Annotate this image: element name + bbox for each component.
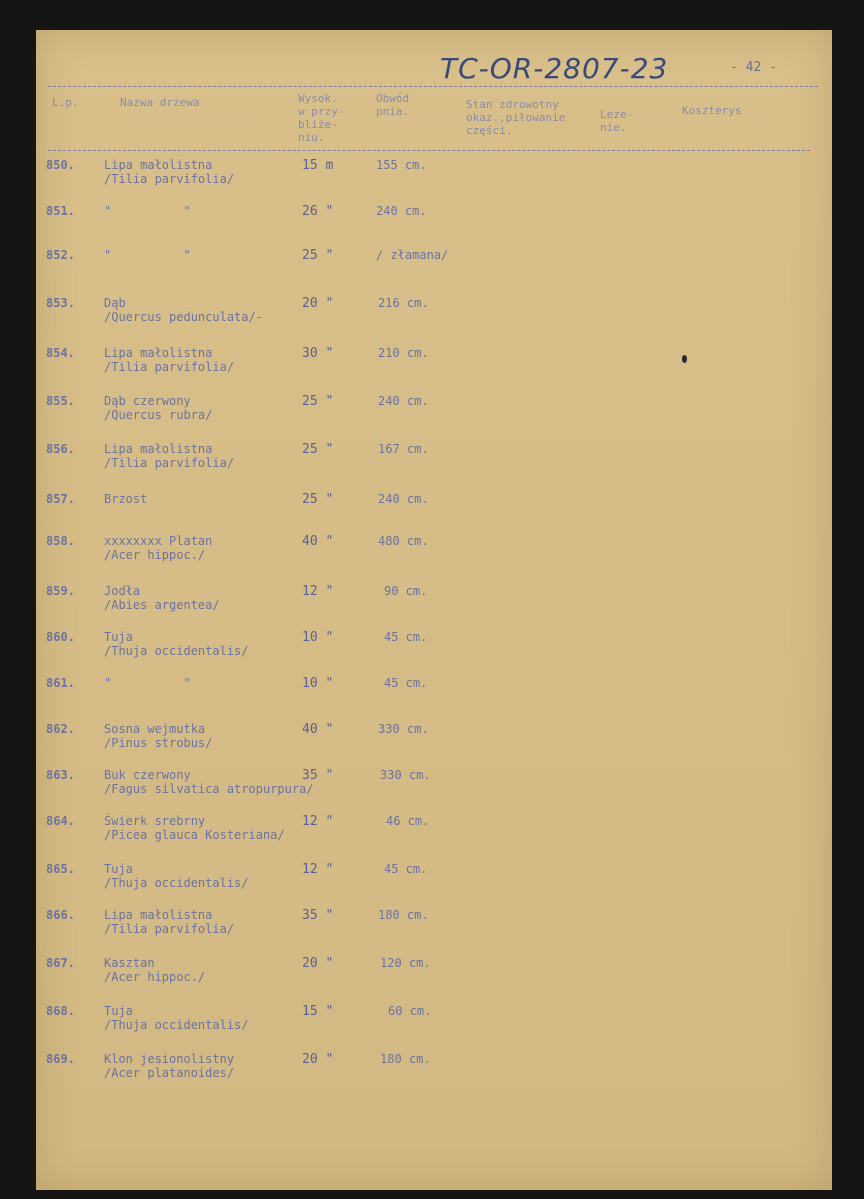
trunk-girth: 167 cm. <box>378 442 429 456</box>
tree-name: " " <box>104 676 191 690</box>
row-number: 853. <box>46 296 75 310</box>
tree-name: Lipa małolistna /Tilia parvifolia/ <box>104 346 235 374</box>
tree-name: Kasztan /Acer hippoc./ <box>104 956 206 984</box>
table-row <box>0 158 864 204</box>
table-row <box>0 676 864 722</box>
tree-name: Lipa małolistna /Tilia parvifolia/ <box>104 908 235 936</box>
trunk-girth: 45 cm. <box>384 630 428 644</box>
row-number: 856. <box>46 442 75 456</box>
tree-name: Klon jesionolistny /Acer platanoides/ <box>104 1052 235 1080</box>
tree-height: 12 " <box>302 814 334 829</box>
tree-height: 40 " <box>302 722 334 737</box>
tree-name: Sosna wejmutka /Pinus strobus/ <box>104 722 213 750</box>
table-row <box>0 1004 864 1050</box>
row-number: 868. <box>46 1004 75 1018</box>
ink-spot <box>682 355 687 363</box>
trunk-girth: 240 cm. <box>378 394 429 408</box>
trunk-girth: / złamana/ <box>376 248 449 262</box>
tree-name: " " <box>104 248 191 262</box>
tree-height: 35 " <box>302 908 334 923</box>
trunk-girth: 120 cm. <box>380 956 431 970</box>
trunk-girth: 155 cm. <box>376 158 427 172</box>
header-height: Wysok. w przy- bliże- niu. <box>298 92 345 144</box>
row-number: 862. <box>46 722 75 736</box>
row-number: 866. <box>46 908 75 922</box>
table-row <box>0 908 864 954</box>
trunk-girth: 45 cm. <box>384 862 428 876</box>
header-girth: Obwód pnia. <box>376 92 410 118</box>
header-bottom-rule <box>48 150 810 151</box>
table-row <box>0 442 864 488</box>
tree-name: Świerk srebrny /Picea glauca Kosteriana/ <box>104 814 285 842</box>
trunk-girth: 240 cm. <box>378 492 429 506</box>
table-row <box>0 722 864 768</box>
table-row <box>0 346 864 392</box>
table-row <box>0 584 864 630</box>
trunk-girth: 180 cm. <box>378 908 429 922</box>
tree-height: 20 " <box>302 956 334 971</box>
table-row <box>0 394 864 440</box>
trunk-girth: 216 cm. <box>378 296 429 310</box>
tree-name: Dąb /Quercus pedunculata/- <box>104 296 263 324</box>
tree-height: 26 " <box>302 204 334 219</box>
trunk-girth: 240 cm. <box>376 204 427 218</box>
trunk-girth: 90 cm. <box>384 584 428 598</box>
row-number: 850. <box>46 158 75 172</box>
row-number: 865. <box>46 862 75 876</box>
header-remarks: Koszterys <box>682 104 742 117</box>
tree-height: 15 m <box>302 158 334 173</box>
trunk-girth: 210 cm. <box>378 346 429 360</box>
row-number: 852. <box>46 248 75 262</box>
row-number: 859. <box>46 584 75 598</box>
tree-name: Brzost <box>104 492 148 506</box>
tree-height: 10 " <box>302 630 334 645</box>
table-row <box>0 492 864 538</box>
row-number: 869. <box>46 1052 75 1066</box>
tree-name: Tuja /Thuja occidentalis/ <box>104 862 249 890</box>
tree-name: Tuja /Thuja occidentalis/ <box>104 1004 249 1032</box>
header-health: Stan zdrowotny okaz.,piłowanie części. <box>466 98 566 137</box>
tree-height: 15 " <box>302 1004 334 1019</box>
tree-height: 25 " <box>302 442 334 457</box>
tree-height: 12 " <box>302 862 334 877</box>
tree-height: 35 " <box>302 768 334 783</box>
tree-height: 12 " <box>302 584 334 599</box>
row-number: 858. <box>46 534 75 548</box>
page-number: - 42 - <box>730 60 777 75</box>
table-row <box>0 248 864 294</box>
tree-name: Tuja /Thuja occidentalis/ <box>104 630 249 658</box>
row-number: 864. <box>46 814 75 828</box>
row-number: 860. <box>46 630 75 644</box>
tree-height: 10 " <box>302 676 334 691</box>
tree-height: 30 " <box>302 346 334 361</box>
table-row <box>0 862 864 908</box>
tree-name: xxxxxxxx Platan /Acer hippoc./ <box>104 534 213 562</box>
table-row <box>0 1052 864 1098</box>
table-row <box>0 630 864 676</box>
tree-height: 25 " <box>302 492 334 507</box>
trunk-girth: 45 cm. <box>384 676 428 690</box>
handwritten-reference: TC-OR-2807-23 <box>440 52 669 85</box>
trunk-girth: 330 cm. <box>380 768 431 782</box>
table-row <box>0 534 864 580</box>
tree-height: 20 " <box>302 296 334 311</box>
tree-name: Lipa małolistna /Tilia parvifolia/ <box>104 442 235 470</box>
tree-height: 20 " <box>302 1052 334 1067</box>
table-row <box>0 768 864 814</box>
trunk-girth: 60 cm. <box>388 1004 432 1018</box>
trunk-girth: 480 cm. <box>378 534 429 548</box>
tree-height: 25 " <box>302 394 334 409</box>
row-number: 867. <box>46 956 75 970</box>
tree-name: Dąb czerwony /Quercus rubra/ <box>104 394 213 422</box>
tree-height: 40 " <box>302 534 334 549</box>
trunk-girth: 330 cm. <box>378 722 429 736</box>
tree-name: Lipa małolistna /Tilia parvifolia/ <box>104 158 235 186</box>
tree-name: " " <box>104 204 191 218</box>
table-row <box>0 814 864 860</box>
header-lp: L.p. <box>52 96 79 109</box>
row-number: 861. <box>46 676 75 690</box>
table-row <box>0 956 864 1002</box>
row-number: 855. <box>46 394 75 408</box>
table-row <box>0 296 864 342</box>
row-number: 857. <box>46 492 75 506</box>
header-cutting: Leze- nie. <box>600 108 634 134</box>
row-number: 854. <box>46 346 75 360</box>
tree-name: Buk czerwony /Fagus silvatica atropurpura/ <box>104 768 314 796</box>
tree-name: Jodła /Abies argentea/ <box>104 584 220 612</box>
trunk-girth: 46 cm. <box>386 814 430 828</box>
trunk-girth: 180 cm. <box>380 1052 431 1066</box>
row-number: 851. <box>46 204 75 218</box>
row-number: 863. <box>46 768 75 782</box>
tree-height: 25 " <box>302 248 334 263</box>
table-row <box>0 204 864 250</box>
header-tree-name: Nazwa drzewa <box>120 96 200 109</box>
header-top-rule <box>48 86 818 87</box>
